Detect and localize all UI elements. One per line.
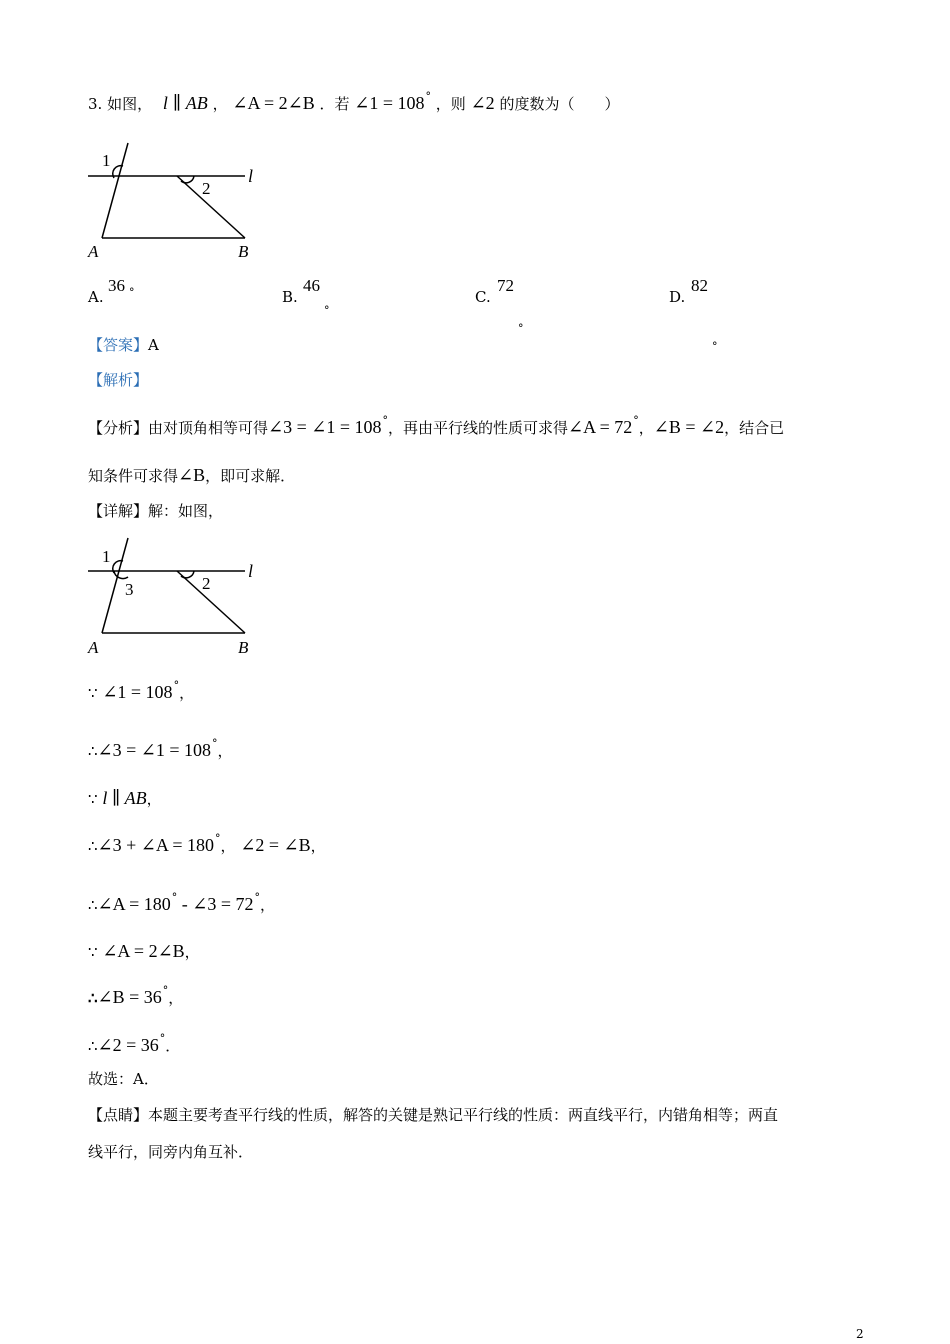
option-b[interactable]: B. 46 $^\circ$	[282, 276, 330, 317]
option-c[interactable]: C. 72 $^\circ$	[475, 276, 524, 335]
analysis-line-1: 【分析】由对顶角相等可得∠3 = ∠1 = 108°，再由平行线的性质可求得∠A = 72°，∠B = ∠2，结合已	[88, 414, 785, 437]
fig2-label-b: B	[238, 638, 249, 657]
question-line: 3. 如图， l ∥ AB ， ∠A = 2∠B ．若 ∠1 = 108° ，则 ∠2 的度数为（ ）	[88, 90, 620, 113]
option-a[interactable]: A. 36 $^\circ$	[88, 276, 135, 306]
page-number: 2	[856, 1327, 864, 1341]
step-3: ∵ l ∥ AB，	[88, 788, 162, 808]
fig2-label-a: A	[88, 638, 99, 657]
fig1-label-l: l	[248, 166, 254, 186]
analysis-tag: 【分析】	[88, 419, 149, 437]
fig1-label-a: A	[88, 242, 99, 261]
comment-tag: 【点睛】	[88, 1106, 149, 1124]
answer-tag: 【答案】	[88, 336, 149, 354]
analysis-line-2: 知条件可求得∠B，即可求解．	[88, 465, 296, 485]
fig1-label-2: 2	[202, 179, 211, 198]
condition-angle-1: ∠1 = 108	[354, 93, 425, 113]
step-5: ∴∠A = 180° - ∠3 = 72°，	[88, 891, 276, 914]
step-8: ∴∠2 = 36°．	[88, 1032, 181, 1055]
figure-1	[80, 138, 280, 268]
figure-2	[80, 533, 280, 663]
fig2-label-2: 2	[202, 574, 211, 593]
question-number: 3.	[88, 95, 103, 113]
detail-line: 【详解】解：如图，	[88, 502, 224, 520]
detail-tag: 【详解】	[88, 502, 149, 520]
step-4: ∴∠3 + ∠A = 180°， ∠2 = ∠B，	[88, 832, 326, 855]
fig2-label-1: 1	[102, 547, 111, 566]
fig2-label-l: l	[248, 561, 254, 581]
step-2: ∴∠3 = ∠1 = 108°，	[88, 737, 233, 760]
step-1: ∵ ∠1 = 108°，	[88, 679, 195, 702]
step-6: ∵ ∠A = 2∠B，	[88, 941, 200, 961]
comment-line-1: 【点睛】本题主要考查平行线的性质，解答的关键是熟记平行线的性质：两直线平行，内错角相等；两直	[88, 1106, 779, 1124]
condition-angle-a: ∠A = 2∠B	[232, 93, 315, 113]
fig1-label-b: B	[238, 242, 249, 261]
fig1-label-1: 1	[102, 151, 111, 170]
choose-line: 故选：A．	[88, 1070, 159, 1088]
answer-value: A	[148, 336, 159, 354]
answer-line	[88, 338, 159, 353]
step-7: ∴∠B = 36°，	[88, 984, 184, 1007]
option-d[interactable]: D. 82 $^\circ$	[669, 276, 718, 353]
fig2-label-3: 3	[125, 580, 134, 599]
comment-line-2: 线平行，同旁内角互补．	[88, 1143, 254, 1161]
analysis-heading: 【解析】	[88, 371, 149, 389]
